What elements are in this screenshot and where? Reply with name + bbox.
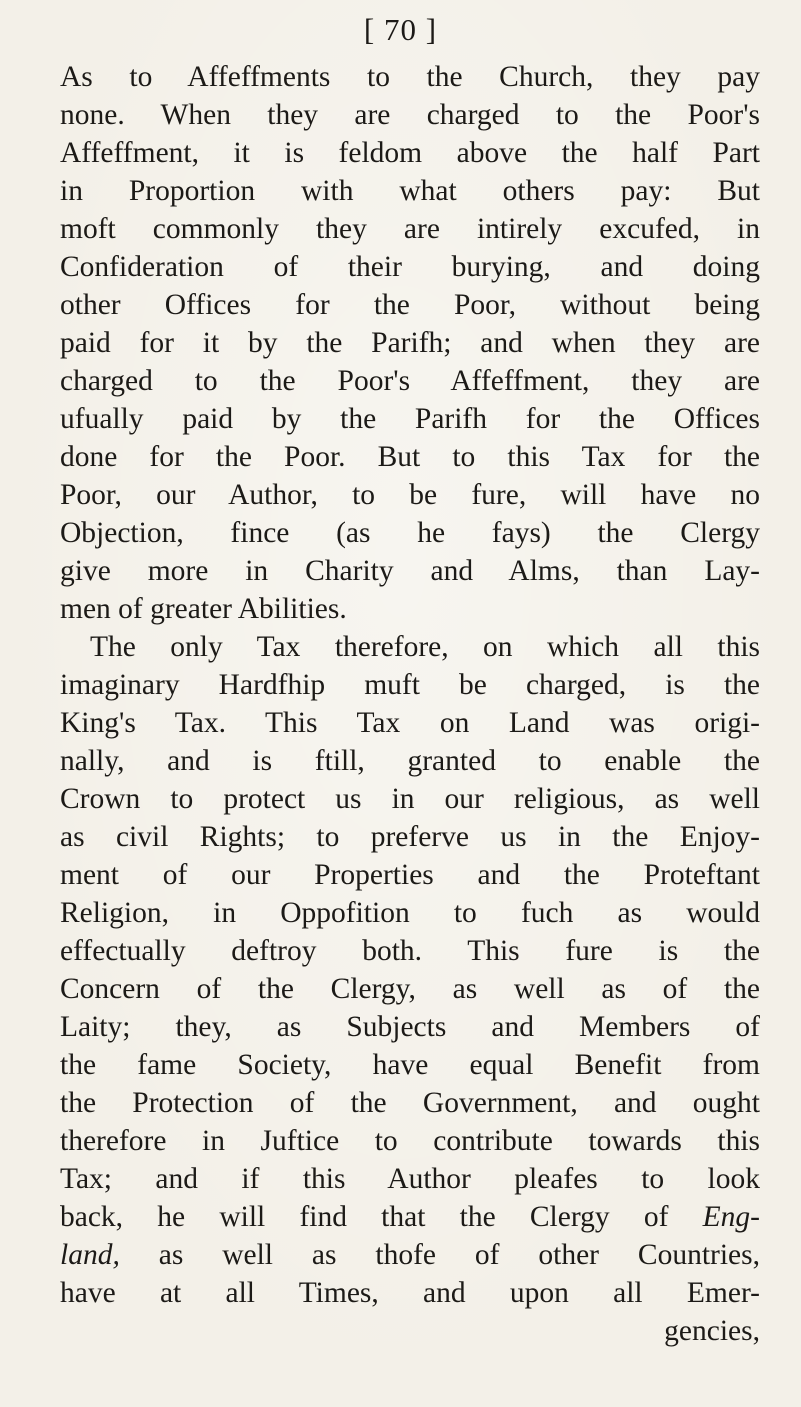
- text-line: charged to the Poor's Affeffment, they are: [60, 365, 760, 397]
- catchword: gencies,: [664, 1315, 760, 1347]
- text-line: as civil Rights; to preferve us in the Enjoy-: [60, 821, 760, 853]
- text-segment: as well as thofe of other Countries,: [158, 1239, 760, 1271]
- text-line: Religion, in Oppofition to fuch as would: [60, 897, 760, 929]
- text-line: nally, and is ftill, granted to enable the: [60, 745, 760, 777]
- text-line: ment of our Properties and the Proteftant: [60, 859, 760, 891]
- text-line: the Protection of the Government, and ought: [60, 1087, 760, 1119]
- text-line: imaginary Hardfhip muft be charged, is the: [60, 669, 760, 701]
- text-line: therefore in Juftice to contribute towards this: [60, 1125, 760, 1157]
- text-line: As to Affeffments to the Church, they pay: [60, 61, 760, 93]
- text-line: give more in Charity and Alms, than Lay-: [60, 555, 760, 587]
- text-line: Laity; they, as Subjects and Members of: [60, 1011, 760, 1043]
- text-line: other Offices for the Poor, without being: [60, 289, 760, 321]
- text-line: ufually paid by the Parifh for the Offices: [60, 403, 760, 435]
- text-line: men of greater Abilities.: [60, 593, 347, 625]
- text-line: effectually deftroy both. This fure is the: [60, 935, 760, 967]
- text-line: The only Tax therefore, on which all this: [90, 631, 760, 663]
- italic-word: Eng-: [702, 1201, 760, 1233]
- text-line: King's Tax. This Tax on Land was origi-: [60, 707, 760, 739]
- text-line: Concern of the Clergy, as well as of the: [60, 973, 760, 1005]
- text-line: have at all Times, and upon all Emer-: [60, 1277, 760, 1309]
- text-line: [60, 1236, 760, 1274]
- page-number: [ 70 ]: [363, 12, 438, 47]
- text-line: the fame Society, have equal Benefit from: [60, 1049, 760, 1081]
- text-segment: back, he will find that the Clergy of: [60, 1201, 669, 1233]
- body-text: [60, 58, 760, 1350]
- italic-word: land,: [60, 1239, 120, 1271]
- text-line: Poor, our Author, to be fure, will have no: [60, 479, 760, 511]
- text-line: Objection, fince (as he fays) the Clergy: [60, 517, 760, 549]
- text-line: Confideration of their burying, and doing: [60, 251, 760, 283]
- text-line: moft commonly they are intirely excufed, in: [60, 213, 760, 245]
- text-line: Tax; and if this Author pleafes to look: [60, 1163, 760, 1195]
- text-line: in Proportion with what others pay: But: [60, 175, 760, 207]
- text-line: [60, 1198, 760, 1236]
- text-line: paid for it by the Parifh; and when they are: [60, 327, 760, 359]
- text-line: Crown to protect us in our religious, as well: [60, 783, 760, 815]
- text-line: Affeffment, it is feldom above the half Part: [60, 137, 760, 169]
- text-line: none. When they are charged to the Poor's: [60, 99, 760, 131]
- text-line: done for the Poor. But to this Tax for the: [60, 441, 760, 473]
